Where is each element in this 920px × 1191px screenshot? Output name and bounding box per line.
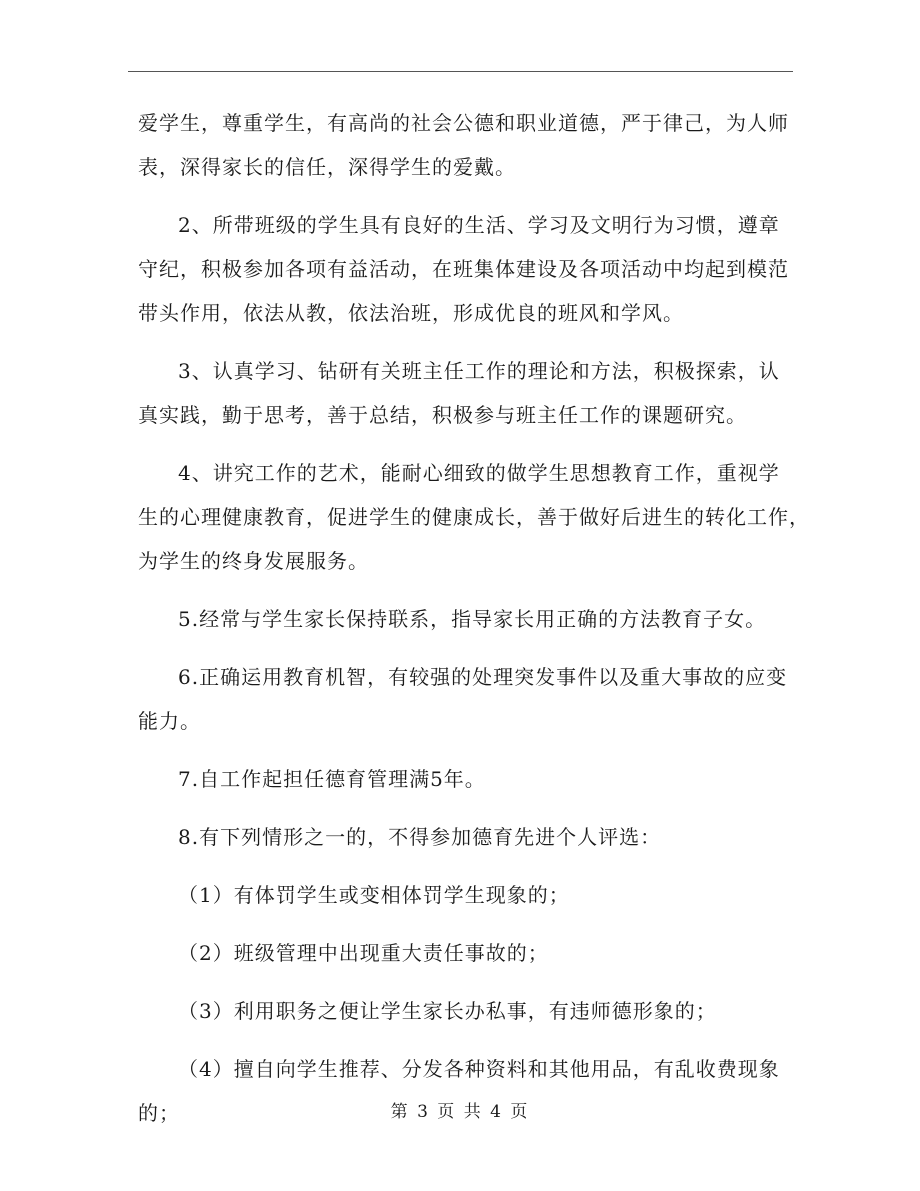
sub-item-1: [138, 873, 790, 917]
text-line: （1）有体罚学生或变相体罚学生现象的；: [178, 883, 570, 907]
paragraph-item-2: [138, 203, 790, 335]
text-line: 带头作用，依法从教，依法治班，形成优良的班风和学风。: [138, 301, 684, 325]
text-line: 表，深得家长的信任，深得学生的爱戴。: [138, 155, 516, 179]
document-body: [138, 101, 810, 1135]
sub-item-2: [138, 931, 790, 975]
text-line: 6.正确运用教育机智，有较强的处理突发事件以及重大事故的应变: [178, 665, 788, 689]
paragraph-item-7: [138, 757, 790, 801]
text-line: 的；: [138, 1101, 180, 1125]
paragraph-item-4: [138, 451, 810, 583]
text-line: 能力。: [138, 709, 201, 733]
text-line: 为学生的终身发展服务。: [138, 549, 369, 573]
text-line: 2、所带班级的学生具有良好的生活、学习及文明行为习惯，遵章: [178, 213, 780, 237]
text-line: 3、认真学习、钻研有关班主任工作的理论和方法，积极探索，认: [178, 359, 780, 383]
text-line: 爱学生，尊重学生，有高尚的社会公德和职业道德，严于律己，为人师: [138, 111, 789, 135]
text-line: 守纪，积极参加各项有益活动，在班集体建设及各项活动中均起到模范: [138, 257, 789, 281]
page-number: 第 3 页 共 4 页: [390, 1102, 530, 1122]
paragraph-item-8: [138, 815, 790, 859]
paragraph-item-3: [138, 349, 790, 437]
text-line: （4）擅自向学生推荐、分发各种资料和其他用品，有乱收费现象: [178, 1057, 780, 1081]
text-line: （2）班级管理中出现重大责任事故的；: [178, 941, 549, 965]
paragraph-continuation: [138, 101, 790, 189]
text-line: 8.有下列情形之一的，不得参加德育先进个人评选：: [178, 825, 662, 849]
header-rule: [128, 71, 793, 72]
text-line: （3）利用职务之便让学生家长办私事，有违师德形象的；: [178, 999, 717, 1023]
paragraph-item-6: [138, 655, 790, 743]
text-line: 7.自工作起担任德育管理满5年。: [178, 767, 486, 791]
text-line: 5.经常与学生家长保持联系，指导家长用正确的方法教育子女。: [178, 607, 767, 631]
sub-item-3: [138, 989, 790, 1033]
text-line: 真实践，勤于思考，善于总结，积极参与班主任工作的课题研究。: [138, 403, 747, 427]
paragraph-item-5: [138, 597, 790, 641]
text-line: 4、讲究工作的艺术，能耐心细致的做学生思想教育工作，重视学: [178, 461, 780, 485]
text-line: 生的心理健康教育，促进学生的健康成长，善于做好后进生的转化工作，: [138, 505, 810, 529]
